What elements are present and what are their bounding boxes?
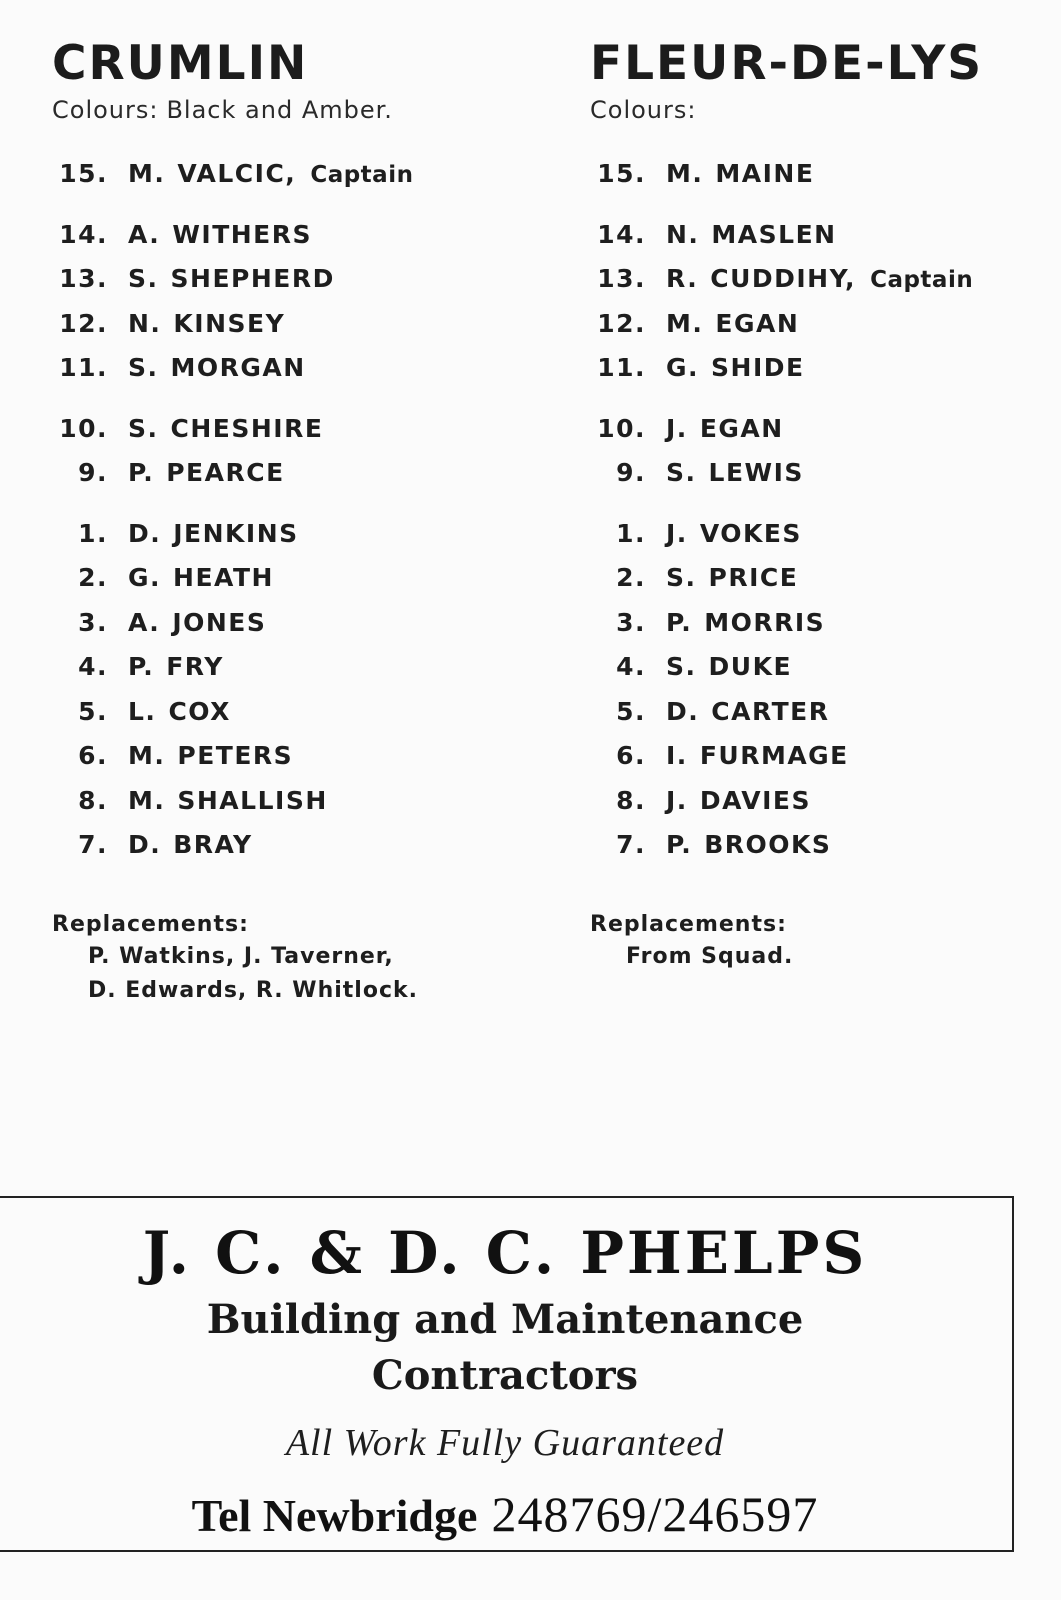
- team-name: FLEUR-DE-LYS: [590, 36, 984, 91]
- player-name: [666, 690, 829, 735]
- player-surname: SHALLISH: [177, 785, 328, 815]
- advert-service-line: Contractors: [371, 1352, 639, 1399]
- shirt-number: 9.: [616, 458, 646, 487]
- advert-service-line: Building and Maintenance: [206, 1296, 804, 1343]
- player-initial: R.: [666, 264, 699, 293]
- player-name: [128, 407, 323, 452]
- player-row: [590, 779, 1060, 824]
- player-surname: VOKES: [699, 518, 802, 548]
- player-row: [52, 601, 522, 646]
- player-initial: S.: [128, 413, 159, 443]
- captain-label: Captain: [310, 162, 414, 188]
- player-name: [666, 152, 814, 197]
- colours-line: [590, 94, 1060, 126]
- player-surname: CHESHIRE: [170, 413, 324, 443]
- player-name: [128, 690, 231, 735]
- player-surname: MAINE: [715, 159, 815, 188]
- player-row: [52, 451, 522, 496]
- player-name: [666, 346, 805, 391]
- player-group: [590, 213, 1060, 391]
- shirt-number: 7.: [78, 830, 108, 859]
- player-surname: EGAN: [715, 308, 800, 338]
- player-surname: FRY: [166, 652, 224, 681]
- player-list: [52, 152, 522, 868]
- shirt-number: 15.: [597, 159, 646, 188]
- telephone-label: Tel Newbridge: [191, 1490, 478, 1541]
- player-group: [52, 152, 522, 197]
- player-initial: J.: [666, 413, 688, 443]
- player-name: [666, 407, 784, 452]
- shirt-number: 9.: [78, 458, 108, 487]
- player-surname: DUKE: [708, 652, 793, 681]
- team-name: CRUMLIN: [52, 36, 309, 91]
- player-name: [128, 451, 285, 496]
- team-fleur-de-lys: [590, 36, 1060, 974]
- player-row: [590, 556, 1060, 601]
- player-initial: M.: [128, 785, 166, 815]
- player-initial: M.: [666, 308, 704, 338]
- shirt-number: 10.: [59, 413, 108, 443]
- shirt-number: 8.: [616, 785, 646, 815]
- player-row: [52, 512, 522, 557]
- player-row: [52, 645, 522, 690]
- player-surname: COX: [168, 696, 231, 726]
- player-name: [666, 556, 798, 601]
- player-name: [666, 302, 799, 347]
- player-surname: CARTER: [711, 696, 830, 726]
- player-row: [52, 690, 522, 735]
- replacements-line: D. Edwards, R. Whitlock.: [88, 977, 418, 1003]
- shirt-number: 2.: [616, 563, 646, 592]
- player-surname: JONES: [172, 607, 267, 637]
- shirt-number: 2.: [78, 563, 108, 592]
- player-name: [666, 823, 831, 868]
- player-row: [590, 302, 1060, 347]
- player-surname: DAVIES: [699, 785, 811, 815]
- player-row: [52, 779, 522, 824]
- shirt-number: 3.: [616, 607, 646, 637]
- shirt-number: 4.: [78, 652, 108, 681]
- player-initial: G.: [666, 353, 700, 382]
- player-row: [590, 512, 1060, 557]
- player-initial: P.: [128, 458, 155, 487]
- player-initial: D.: [666, 696, 700, 726]
- advert-telephone: [0, 1484, 1012, 1546]
- shirt-number: 13.: [597, 264, 646, 293]
- player-initial: A.: [128, 219, 161, 249]
- player-name: [666, 645, 792, 690]
- advert-company-name: J. C. & D. C. PHELPS: [142, 1219, 868, 1287]
- player-row: [52, 407, 522, 452]
- player-list: [590, 152, 1060, 868]
- player-name: [666, 734, 849, 779]
- shirt-number: 6.: [78, 741, 108, 770]
- player-initial: L.: [128, 696, 157, 726]
- shirt-number: 4.: [616, 652, 646, 681]
- replacements: [52, 910, 522, 1008]
- colours-label: Colours:: [52, 96, 159, 124]
- player-initial: S.: [128, 353, 159, 382]
- player-group: [52, 407, 522, 496]
- player-surname: FURMAGE: [699, 741, 849, 770]
- shirt-number: 3.: [78, 607, 108, 637]
- player-initial: S.: [666, 458, 697, 487]
- player-initial: J.: [666, 785, 688, 815]
- player-name: [128, 213, 312, 258]
- player-surname: VALCIC,: [177, 159, 297, 188]
- replacements-line: From Squad.: [626, 943, 794, 969]
- player-initial: N.: [666, 219, 700, 249]
- colours-value: Black and Amber.: [166, 96, 393, 124]
- player-surname: KINSEY: [173, 308, 286, 338]
- player-row: [590, 407, 1060, 452]
- player-name: [128, 734, 293, 779]
- player-surname: JENKINS: [173, 518, 299, 548]
- player-row: [52, 823, 522, 868]
- replacements-title: Replacements:: [52, 911, 249, 937]
- player-name: [128, 512, 299, 557]
- team-crumlin: [52, 36, 522, 1008]
- player-row: [52, 152, 522, 197]
- player-initial: G.: [128, 563, 162, 592]
- player-surname: CUDDIHY,: [710, 264, 857, 293]
- player-name: [666, 779, 811, 824]
- colours-line: [52, 94, 522, 126]
- player-row: [52, 257, 522, 302]
- player-initial: N.: [128, 308, 162, 338]
- player-name: [666, 451, 804, 496]
- player-initial: S.: [666, 652, 697, 681]
- player-row: [52, 213, 522, 258]
- player-group: [590, 512, 1060, 868]
- player-initial: D.: [128, 518, 162, 548]
- shirt-number: 14.: [59, 219, 108, 249]
- shirt-number: 12.: [59, 308, 108, 338]
- shirt-number: 5.: [616, 696, 646, 726]
- shirt-number: 6.: [616, 741, 646, 770]
- player-initial: M.: [128, 741, 166, 770]
- player-initial: M.: [666, 159, 704, 188]
- player-surname: PEARCE: [166, 458, 285, 487]
- player-name: [128, 645, 224, 690]
- player-surname: MORRIS: [704, 607, 826, 637]
- colours-label: Colours:: [590, 96, 697, 124]
- player-initial: D.: [128, 830, 162, 859]
- player-row: [590, 257, 1060, 302]
- player-group: [52, 213, 522, 391]
- player-initial: S.: [128, 264, 159, 293]
- player-initial: I.: [666, 741, 688, 770]
- player-surname: BRAY: [173, 830, 253, 859]
- player-surname: MASLEN: [711, 219, 837, 249]
- player-row: [590, 213, 1060, 258]
- player-surname: BROOKS: [704, 830, 832, 859]
- player-name: [666, 213, 837, 258]
- replacements: [590, 910, 1060, 974]
- advertisement-box: [0, 1196, 1014, 1552]
- player-row: [590, 690, 1060, 735]
- player-row: [590, 346, 1060, 391]
- player-initial: A.: [128, 607, 161, 637]
- player-name: [666, 512, 802, 557]
- player-surname: EGAN: [699, 413, 784, 443]
- telephone-numbers: 248769/246597: [491, 1486, 819, 1542]
- player-row: [590, 734, 1060, 779]
- player-initial: P.: [666, 830, 693, 859]
- shirt-number: 1.: [78, 518, 108, 548]
- player-row: [590, 823, 1060, 868]
- shirt-number: 12.: [597, 308, 646, 338]
- player-name: [128, 152, 413, 198]
- player-surname: PETERS: [177, 741, 294, 770]
- player-row: [52, 556, 522, 601]
- shirt-number: 8.: [78, 785, 108, 815]
- player-row: [590, 645, 1060, 690]
- replacements-line: P. Watkins, J. Taverner,: [88, 943, 394, 969]
- player-row: [590, 451, 1060, 496]
- shirt-number: 1.: [616, 518, 646, 548]
- player-group: [590, 407, 1060, 496]
- player-surname: HEATH: [173, 563, 274, 592]
- shirt-number: 11.: [59, 353, 108, 382]
- player-name: [128, 302, 285, 347]
- player-row: [52, 734, 522, 779]
- replacements-title: Replacements:: [590, 911, 787, 937]
- player-name: [128, 601, 266, 646]
- player-name: [128, 346, 306, 391]
- shirt-number: 11.: [597, 353, 646, 382]
- player-surname: WITHERS: [172, 219, 312, 249]
- player-initial: M.: [128, 159, 166, 188]
- shirt-number: 5.: [78, 696, 108, 726]
- player-surname: SHEPHERD: [170, 264, 335, 293]
- player-initial: S.: [666, 563, 697, 592]
- player-surname: SHIDE: [711, 353, 805, 382]
- player-name: [128, 556, 274, 601]
- player-name: [666, 257, 973, 303]
- player-row: [52, 346, 522, 391]
- player-group: [52, 512, 522, 868]
- player-initial: J.: [666, 518, 688, 548]
- player-initial: P.: [666, 607, 693, 637]
- advert-tagline: All Work Fully Guaranteed: [285, 1422, 725, 1464]
- shirt-number: 15.: [59, 159, 108, 188]
- player-surname: LEWIS: [708, 458, 804, 487]
- shirt-number: 7.: [616, 830, 646, 859]
- player-name: [128, 823, 253, 868]
- captain-label: Captain: [870, 267, 974, 293]
- player-row: [590, 601, 1060, 646]
- player-row: [52, 302, 522, 347]
- player-surname: MORGAN: [170, 353, 306, 382]
- shirt-number: 13.: [59, 264, 108, 293]
- player-surname: PRICE: [708, 563, 799, 592]
- shirt-number: 14.: [597, 219, 646, 249]
- player-initial: P.: [128, 652, 155, 681]
- player-name: [128, 779, 328, 824]
- player-row: [590, 152, 1060, 197]
- player-name: [128, 257, 335, 302]
- player-name: [666, 601, 825, 646]
- shirt-number: 10.: [597, 413, 646, 443]
- player-group: [590, 152, 1060, 197]
